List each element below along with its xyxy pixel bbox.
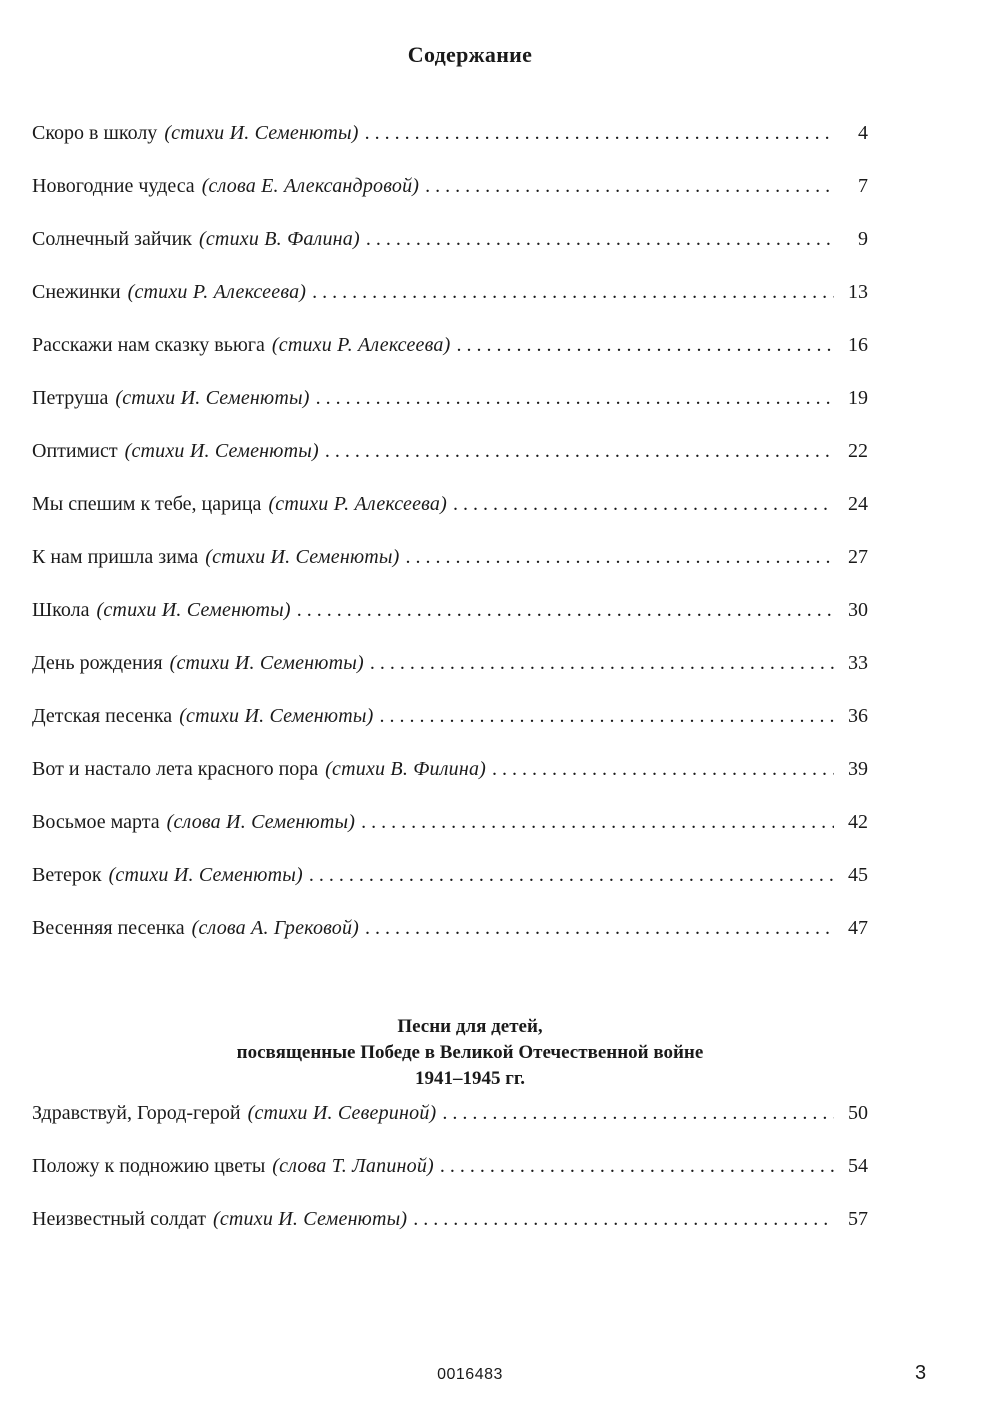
dot-leader	[442, 1102, 834, 1125]
toc-entry	[32, 652, 868, 705]
toc-entry-page: 36	[848, 705, 868, 727]
toc-entry	[32, 1102, 868, 1155]
toc-entry-author: (стихи Р. Алексеева)	[271, 334, 451, 356]
dot-leader	[316, 387, 834, 410]
toc-entry-page: 27	[848, 546, 868, 568]
dot-leader	[312, 281, 834, 304]
dot-leader	[413, 1208, 834, 1231]
toc-entry	[32, 281, 868, 334]
toc-entry-title: День рождения	[32, 652, 163, 674]
dot-leader	[365, 122, 834, 145]
toc-entry	[32, 387, 868, 440]
dot-leader	[365, 917, 834, 940]
toc-entry-title: Восьмое марта	[32, 811, 160, 833]
page-number: 3	[915, 1362, 927, 1384]
toc-entry-author: (стихи И. Севериной)	[247, 1102, 437, 1124]
dot-leader	[309, 864, 834, 887]
toc-entry-page: 9	[858, 228, 868, 250]
dot-leader	[453, 493, 834, 516]
toc-entry-title: Положу к подножию цветы	[32, 1155, 266, 1177]
dot-leader	[370, 652, 834, 675]
toc-entry-author: (слова Е. Александровой)	[201, 175, 420, 197]
toc-entry	[32, 599, 868, 652]
toc-entry-author: (стихи И. Семенюты)	[108, 864, 303, 886]
toc-entry-author: (стихи В. Филина)	[325, 758, 487, 780]
toc-entry-title: Расскажи нам сказку вьюга	[32, 334, 265, 356]
dot-leader	[456, 334, 834, 357]
table-of-contents	[32, 122, 868, 970]
dot-leader	[325, 440, 834, 463]
toc-entry	[32, 493, 868, 546]
toc-entry-page: 30	[848, 599, 868, 621]
war-songs-contents	[32, 1102, 868, 1261]
toc-entry-page: 24	[848, 493, 868, 515]
toc-entry-author: (стихи И. Семенюты)	[124, 440, 319, 462]
toc-entry	[32, 864, 868, 917]
section-heading-line: посвященные Победе в Великой Отечественной войне	[236, 1042, 704, 1063]
toc-entry-title: Весенняя песенка	[32, 917, 185, 939]
toc-entry-author: (стихи И. Семенюты)	[115, 387, 310, 409]
toc-entry-author: (стихи И. Семенюты)	[169, 652, 364, 674]
dot-leader	[492, 758, 834, 781]
toc-entry	[32, 546, 868, 599]
toc-entry-page: 4	[858, 122, 868, 144]
print-code: 0016483	[437, 1366, 503, 1383]
toc-entry-page: 39	[848, 758, 868, 780]
toc-entry-author: (стихи И. Семенюты)	[179, 705, 374, 727]
toc-entry	[32, 705, 868, 758]
section-heading-line: Песни для детей,	[397, 1016, 543, 1037]
toc-entry-title: Солнечный зайчик	[32, 228, 192, 250]
toc-entry-title: Ветерок	[32, 864, 102, 886]
toc-entry-author: (слова Т. Лапиной)	[272, 1155, 434, 1177]
toc-entry-title: Снежинки	[32, 281, 121, 303]
toc-entry-title: Неизвестный солдат	[32, 1208, 206, 1230]
toc-entry-title: Вот и настало лета красного пора	[32, 758, 319, 780]
toc-entry-page: 50	[848, 1102, 868, 1124]
dot-leader	[440, 1155, 834, 1178]
toc-entry-title: К нам пришла зима	[32, 546, 199, 568]
toc-entry-author: (стихи И. Семенюты)	[96, 599, 291, 621]
toc-entry	[32, 1208, 868, 1261]
toc-entry-page: 57	[848, 1208, 868, 1230]
toc-entry-page: 7	[858, 175, 868, 197]
dot-leader	[366, 228, 834, 251]
toc-entry	[32, 175, 868, 228]
toc-entry-title: Новогодние чудеса	[32, 175, 195, 197]
toc-entry-title: Здравствуй, Город-герой	[32, 1102, 241, 1124]
toc-entry-page: 42	[848, 811, 868, 833]
toc-entry	[32, 228, 868, 281]
toc-entry	[32, 758, 868, 811]
dot-leader	[297, 599, 834, 622]
toc-entry-author: (стихи И. Семенюты)	[212, 1208, 408, 1230]
section-heading-line: 1941–1945 гг.	[414, 1068, 526, 1089]
toc-entry	[32, 440, 868, 493]
toc-entry-title: Детская песенка	[32, 705, 173, 727]
toc-entry-author: (стихи И. Семенюты)	[164, 122, 359, 144]
toc-entry-title: Оптимист	[32, 440, 118, 462]
toc-entry-title: Скоро в школу	[32, 122, 158, 144]
toc-entry-author: (стихи В. Фалина)	[199, 228, 360, 250]
toc-entry-title: Школа	[32, 599, 90, 621]
dot-leader	[361, 811, 834, 834]
toc-entry-page: 45	[848, 864, 868, 886]
toc-entry-title: Петруша	[32, 387, 109, 409]
toc-entry	[32, 811, 868, 864]
toc-entry-title: Мы спешим к тебе, царица	[32, 493, 262, 515]
toc-entry-page: 54	[848, 1155, 868, 1177]
dot-leader	[406, 546, 834, 569]
toc-entry	[32, 122, 868, 175]
toc-entry-author: (слова А. Грековой)	[191, 917, 360, 939]
toc-entry-page: 47	[848, 917, 868, 939]
toc-entry-page: 13	[848, 281, 868, 303]
toc-entry-author: (стихи Р. Алексеева)	[127, 281, 307, 303]
toc-entry-author: (стихи Р. Алексеева)	[268, 493, 447, 515]
toc-entry-author: (стихи И. Семенюты)	[205, 546, 400, 568]
toc-entry-page: 19	[848, 387, 868, 409]
toc-entry-author: (слова И. Семенюты)	[166, 811, 356, 833]
toc-entry-page: 22	[848, 440, 868, 462]
dot-leader	[425, 175, 834, 198]
section-heading	[0, 1014, 940, 1092]
toc-entry	[32, 334, 868, 387]
dot-leader	[379, 705, 834, 728]
toc-entry	[32, 917, 868, 970]
page-title: Содержание	[407, 42, 533, 67]
toc-entry-page: 33	[848, 652, 868, 674]
toc-entry-page: 16	[848, 334, 868, 356]
toc-entry	[32, 1155, 868, 1208]
